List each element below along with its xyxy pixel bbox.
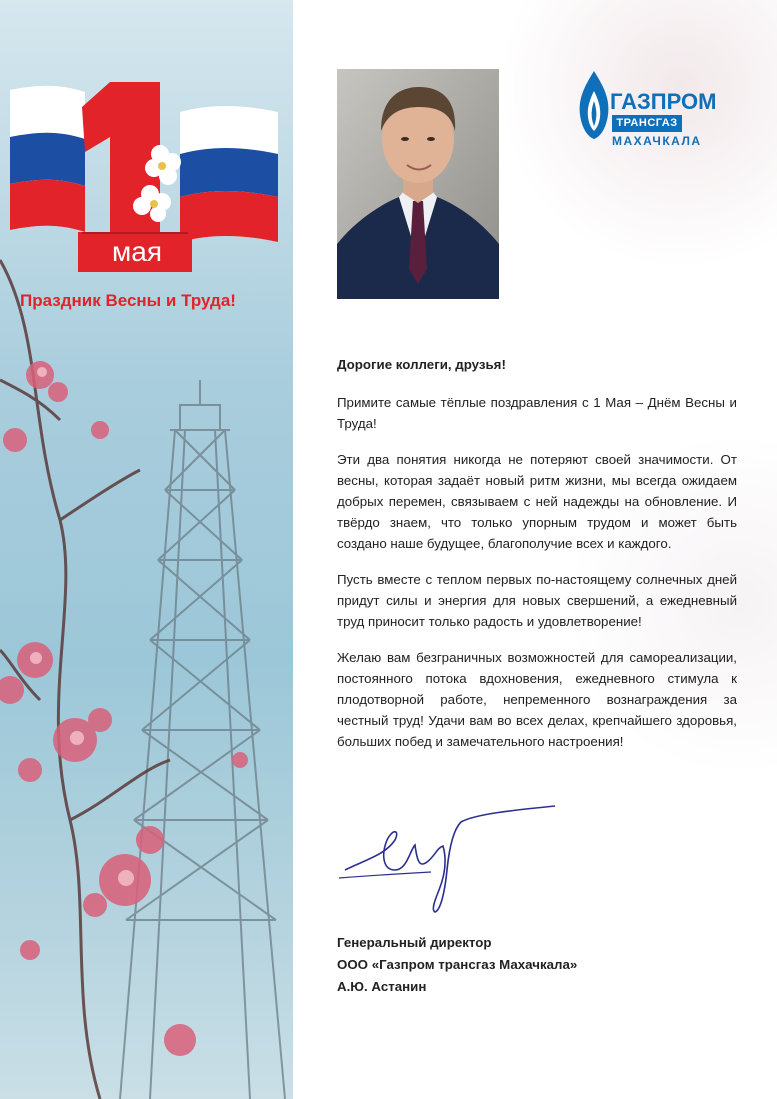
signatory-name: А.Ю. Астанин <box>337 979 427 994</box>
badge-month: мая <box>112 236 162 267</box>
letter-paragraph: Эти два понятия никогда не потеряют своей значимости. От весны, которая задаёт новый ритм жизни, мы всегда ожидаем добрых перемен, связываем с ней надежды на обновление. И твёрдо знаем, что только упорным трудом и может быть создано наше будущее, благополучие всех и каждого. <box>337 452 737 551</box>
director-portrait <box>337 69 499 299</box>
handwritten-signature <box>335 800 565 920</box>
signatory-position: Генеральный директор <box>337 935 492 950</box>
letter-body <box>337 354 737 767</box>
letter-paragraph: Желаю вам безграничных возможностей для самореализации, постоянного потока вдохновения, ежедневного стимула к плодотворной работе, непременного вознаграждения за честный труд! Удачи вам во всех делах, крепчайшего здоровья, больших побед и замечательного настроения! <box>337 650 737 749</box>
letter-paragraph: Примите самые тёплые поздравления с 1 Мая – Днём Весны и Труда! <box>337 395 737 431</box>
logo-subtitle: ТРАНСГАЗ <box>612 115 682 132</box>
logo-city: МАХАЧКАЛА <box>612 134 702 148</box>
decorative-left-panel <box>0 0 293 1099</box>
flame-icon <box>574 69 614 141</box>
gazprom-logo <box>572 67 732 157</box>
holiday-title: Праздник Весны и Труда! <box>20 291 236 310</box>
letter-paragraph: Пусть вместе с теплом первых по-настоящему солнечных дней придут силы и энергия для новых свершений, а ежедневный труд приносит только радость и удовлетворение! <box>337 572 737 629</box>
signatory-company: ООО «Газпром трансгаз Махачкала» <box>337 957 578 972</box>
letter-greeting: Дорогие коллеги, друзья! <box>337 357 506 372</box>
signatory-block <box>337 932 637 998</box>
logo-word: ГАЗПРОМ <box>610 89 717 114</box>
